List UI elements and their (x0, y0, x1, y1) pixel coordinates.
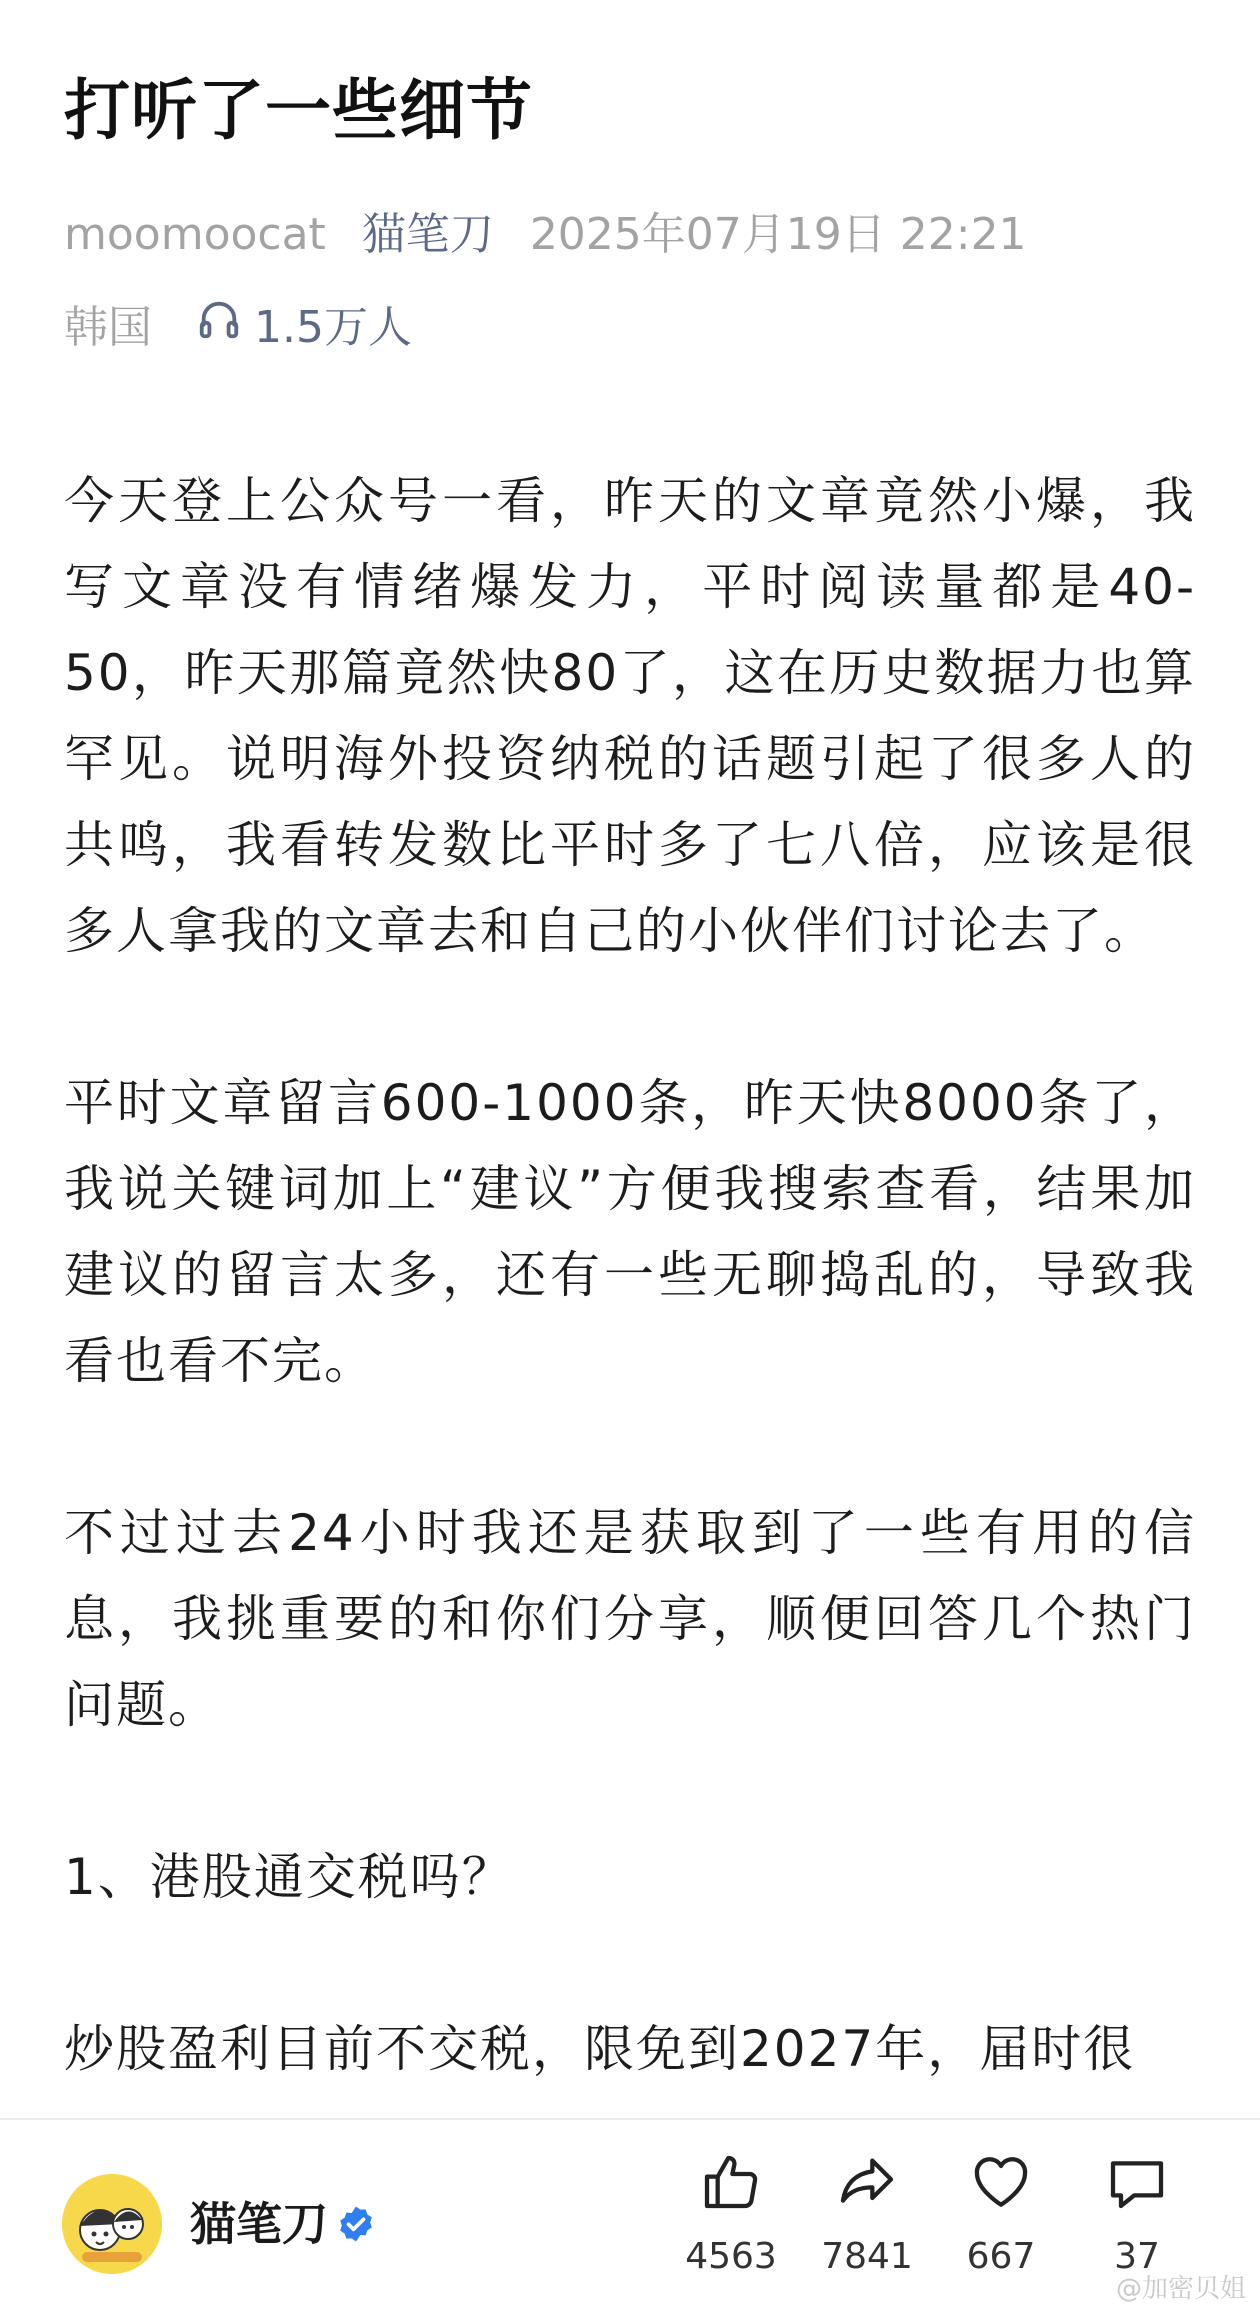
bottom-author-name[interactable]: 猫笔刀 (190, 2197, 328, 2251)
paragraph-heading: 1、港股通交税吗？ (64, 1848, 514, 1906)
headphones-icon (196, 296, 254, 360)
favorite-button[interactable] (946, 2150, 1056, 2282)
publish-datetime: 2025年07月19日 22:21 (529, 209, 1027, 260)
paragraph: 今天登上公众号一看，昨天的文章竟然小爆，我写文章没有情绪爆发力，平时阅读量都是40-50，昨天那篇竟然快80了，这在历史数据力也算罕见。说明海外投资纳税的话题引起了很多人的共鸣，我看转发数比平时多了七八倍，应该是很多人拿我的文章去和自己的小伙伴们讨论去了。 (64, 472, 1196, 960)
favorite-count: 667 (966, 2236, 1036, 2277)
paragraph: 不过过去24小时我还是获取到了一些有用的信息，我挑重要的和你们分享，顺便回答几个热门问题。 (64, 1504, 1196, 1734)
bottom-action-bar (0, 2118, 1260, 2313)
article-meta (64, 200, 1063, 270)
article-title: 打听了一些细节 (64, 72, 533, 149)
author-link[interactable]: 猫笔刀 (361, 209, 494, 260)
verified-badge-icon (336, 2204, 376, 2244)
like-button[interactable] (676, 2150, 786, 2282)
share-arrow-icon (812, 2150, 922, 2214)
listen-button[interactable] (196, 296, 412, 360)
comment-button[interactable] (1082, 2150, 1192, 2282)
article-body (64, 458, 1196, 2178)
thumbs-up-icon (676, 2150, 786, 2214)
cartoon-avatar-icon[interactable] (62, 2174, 162, 2274)
comment-bubble-icon (1082, 2150, 1192, 2214)
listen-count: 1.5万人 (254, 302, 412, 353)
heart-icon (946, 2150, 1056, 2214)
share-button[interactable] (812, 2150, 922, 2282)
like-count: 4563 (685, 2236, 777, 2277)
comment-count: 37 (1114, 2236, 1160, 2277)
watermark: @加密贝姐 (1115, 2274, 1246, 2304)
paragraph: 炒股盈利目前不交税，限免到2027年，届时很 (64, 2020, 1136, 2078)
share-count: 7841 (821, 2236, 913, 2277)
region-label: 韩国 (64, 302, 152, 353)
article-meta-secondary (64, 296, 412, 360)
source-name[interactable]: moomoocat (64, 209, 326, 260)
paragraph: 平时文章留言600-1000条，昨天快8000条了，我说关键词加上“建议”方便我搜索查看，结果加建议的留言太多，还有一些无聊捣乱的，导致我看也看不完。 (64, 1074, 1196, 1390)
